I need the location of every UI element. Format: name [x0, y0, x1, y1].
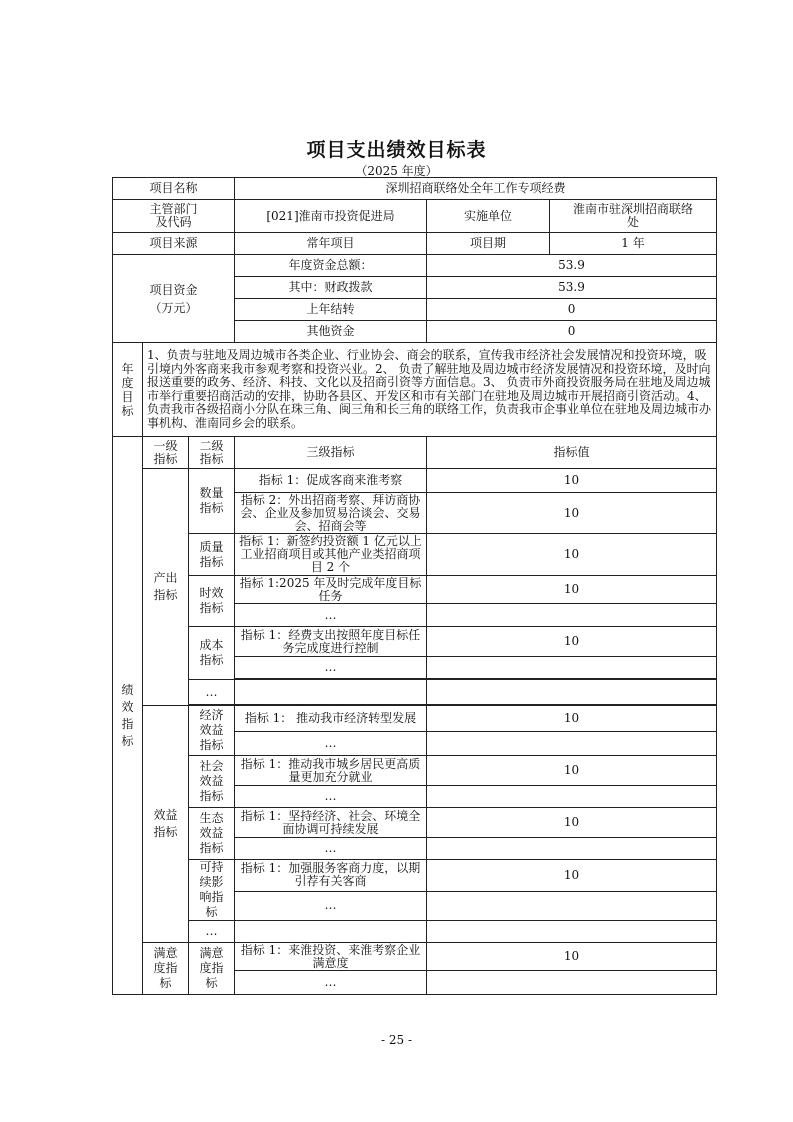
- header-value: 指标值: [427, 437, 717, 469]
- social-label: 社会 效益 指标: [189, 756, 235, 808]
- quality-label: 质量 指标: [189, 534, 235, 576]
- cost-value-1: 10: [427, 627, 717, 657]
- cost-indicator-1: 指标 1：经费支出按照年度目标任务完成度进行控制: [235, 627, 427, 657]
- funds-other-label: 其他资金: [235, 321, 427, 343]
- output-ellipsis-value: [427, 680, 717, 705]
- sustain-ellipsis: …: [235, 891, 427, 920]
- social-ellipsis-value: [427, 786, 717, 808]
- benefit-ellipsis-value: [427, 921, 717, 943]
- output-ellipsis: …: [189, 680, 235, 705]
- funds-carry-value: 0: [427, 299, 717, 321]
- benefit-ellipsis-col3: [235, 921, 427, 943]
- funds-carry-label: 上年结转: [235, 299, 427, 321]
- funds-fiscal-value: 53.9: [427, 277, 717, 299]
- social-ellipsis: …: [235, 786, 427, 808]
- sustain-label: 可持 续影 响指 标: [189, 860, 235, 921]
- source-label: 项目来源: [113, 233, 235, 255]
- time-ellipsis-value: [427, 604, 717, 627]
- satisfaction-indicator-1: 指标 1：来淮投资、来淮考察企业满意度: [235, 943, 427, 971]
- source-value: 常年项目: [235, 233, 427, 255]
- time-ellipsis: …: [235, 604, 427, 627]
- sustain-ellipsis-value: [427, 891, 717, 920]
- header-level2: 二级 指标: [189, 437, 235, 469]
- funds-total-label: 年度资金总额：: [235, 255, 427, 277]
- time-label: 时效 指标: [189, 576, 235, 627]
- funds-fiscal-label: 其中：财政拨款: [235, 277, 427, 299]
- period-label: 项目期: [427, 233, 550, 255]
- sustain-indicator-1: 指标 1：加强服务客商力度，以期引荐有关客商: [235, 860, 427, 892]
- sustain-value-1: 10: [427, 860, 717, 892]
- satisfaction-label: 满意 度指 标: [143, 943, 189, 995]
- time-value-1: 10: [427, 576, 717, 604]
- econ-ellipsis: …: [235, 732, 427, 756]
- perf-label: 绩 效 指 标: [113, 437, 143, 995]
- quantity-label: 数量 指标: [189, 469, 235, 534]
- project-name-label: 项目名称: [113, 178, 235, 200]
- eco-ellipsis-value: [427, 838, 717, 860]
- satisfaction-ellipsis: …: [235, 971, 427, 995]
- funds-label: 项目资金 （万元）: [113, 255, 235, 343]
- satisfaction-value-1: 10: [427, 943, 717, 971]
- quantity-indicator-2: 指标 2：外出招商考察、拜访商协会、企业及参加贸易洽谈会、交易会、招商会等: [235, 493, 427, 534]
- econ-value-1: 10: [427, 706, 717, 732]
- output-ellipsis-col3: [235, 680, 427, 705]
- quantity-value-1: 10: [427, 469, 717, 493]
- social-indicator-1: 指标 1：推动我市城乡居民更高质量更加充分就业: [235, 756, 427, 786]
- quantity-indicator-1: 指标 1：促成客商来淮考察: [235, 469, 427, 493]
- econ-ellipsis-value: [427, 732, 717, 756]
- benefit-label: 效益 指标: [143, 706, 189, 943]
- impl-unit-label: 实施单位: [427, 200, 550, 233]
- header-level1: 一级 指标: [143, 437, 189, 469]
- period-value: 1 年: [550, 233, 717, 255]
- page-number: - 25 -: [380, 1033, 412, 1047]
- social-value-1: 10: [427, 756, 717, 786]
- impl-unit-value: 淮南市驻深圳招商联络 处: [550, 200, 717, 233]
- satisfaction-sub-label: 满意 度指 标: [189, 943, 235, 995]
- quality-indicator-1: 指标 1：新签约投资额 1 亿元以上工业招商项目或其他产业类招商项目 2 个: [235, 534, 427, 576]
- eco-label: 生态 效益 指标: [189, 808, 235, 860]
- cost-ellipsis-value: [427, 657, 717, 679]
- eco-indicator-1: 指标 1：坚持经济、社会、环境全面协调可持续发展: [235, 808, 427, 838]
- eco-ellipsis: …: [235, 838, 427, 860]
- header-level3: 三级指标: [235, 437, 427, 469]
- eco-value-1: 10: [427, 808, 717, 838]
- econ-label: 经济 效益 指标: [189, 706, 235, 756]
- cost-label: 成本 指标: [189, 627, 235, 680]
- quantity-value-2: 10: [427, 493, 717, 534]
- quality-value-1: 10: [427, 534, 717, 576]
- econ-indicator-1: 指标 1： 推动我市经济转型发展: [235, 706, 427, 732]
- benefit-ellipsis: …: [189, 921, 235, 943]
- funds-total-value: 53.9: [427, 255, 717, 277]
- page-subtitle: （2025 年度）: [355, 164, 438, 178]
- dept-label: 主管部门 及代码: [113, 200, 235, 233]
- annual-goal-text: 1、负责与驻地及周边城市各类企业、行业协会、商会的联系，宣传我市经济社会发展情况和投资环境，吸引境内外客商来我市参观考察和投资兴业。2、 负责了解驻地及周边城市经济发展情况和投资环境，及时向报送重要的政务、经济、科技、文化以及招商引资等方面信息。3、 负责市外商投资服务局在驻地及周边城市举行重要招商活动的安排，协助各县区、开发区和市有关部门在驻地及周边城市开展招商引资活动。4、 负责我市各级招商小分队在珠三角、闽三角和长三角的联络工作，负责我市企事业单位在驻地及周边城市办事机构、淮南同乡会的联系。: [143, 343, 717, 437]
- performance-table: [112, 177, 717, 995]
- time-indicator-1: 指标 1:2025 年及时完成年度目标任务: [235, 576, 427, 604]
- funds-other-value: 0: [427, 321, 717, 343]
- page-title: 项目支出绩效目标表: [306, 139, 487, 161]
- satisfaction-ellipsis-value: [427, 971, 717, 995]
- dept-value: [021]淮南市投资促进局: [235, 200, 427, 233]
- project-name-value: 深圳招商联络处全年工作专项经费: [235, 178, 717, 200]
- cost-ellipsis: …: [235, 657, 427, 679]
- output-label: 产出 指标: [143, 469, 189, 706]
- annual-goal-label: 年 度 目 标: [113, 343, 143, 437]
